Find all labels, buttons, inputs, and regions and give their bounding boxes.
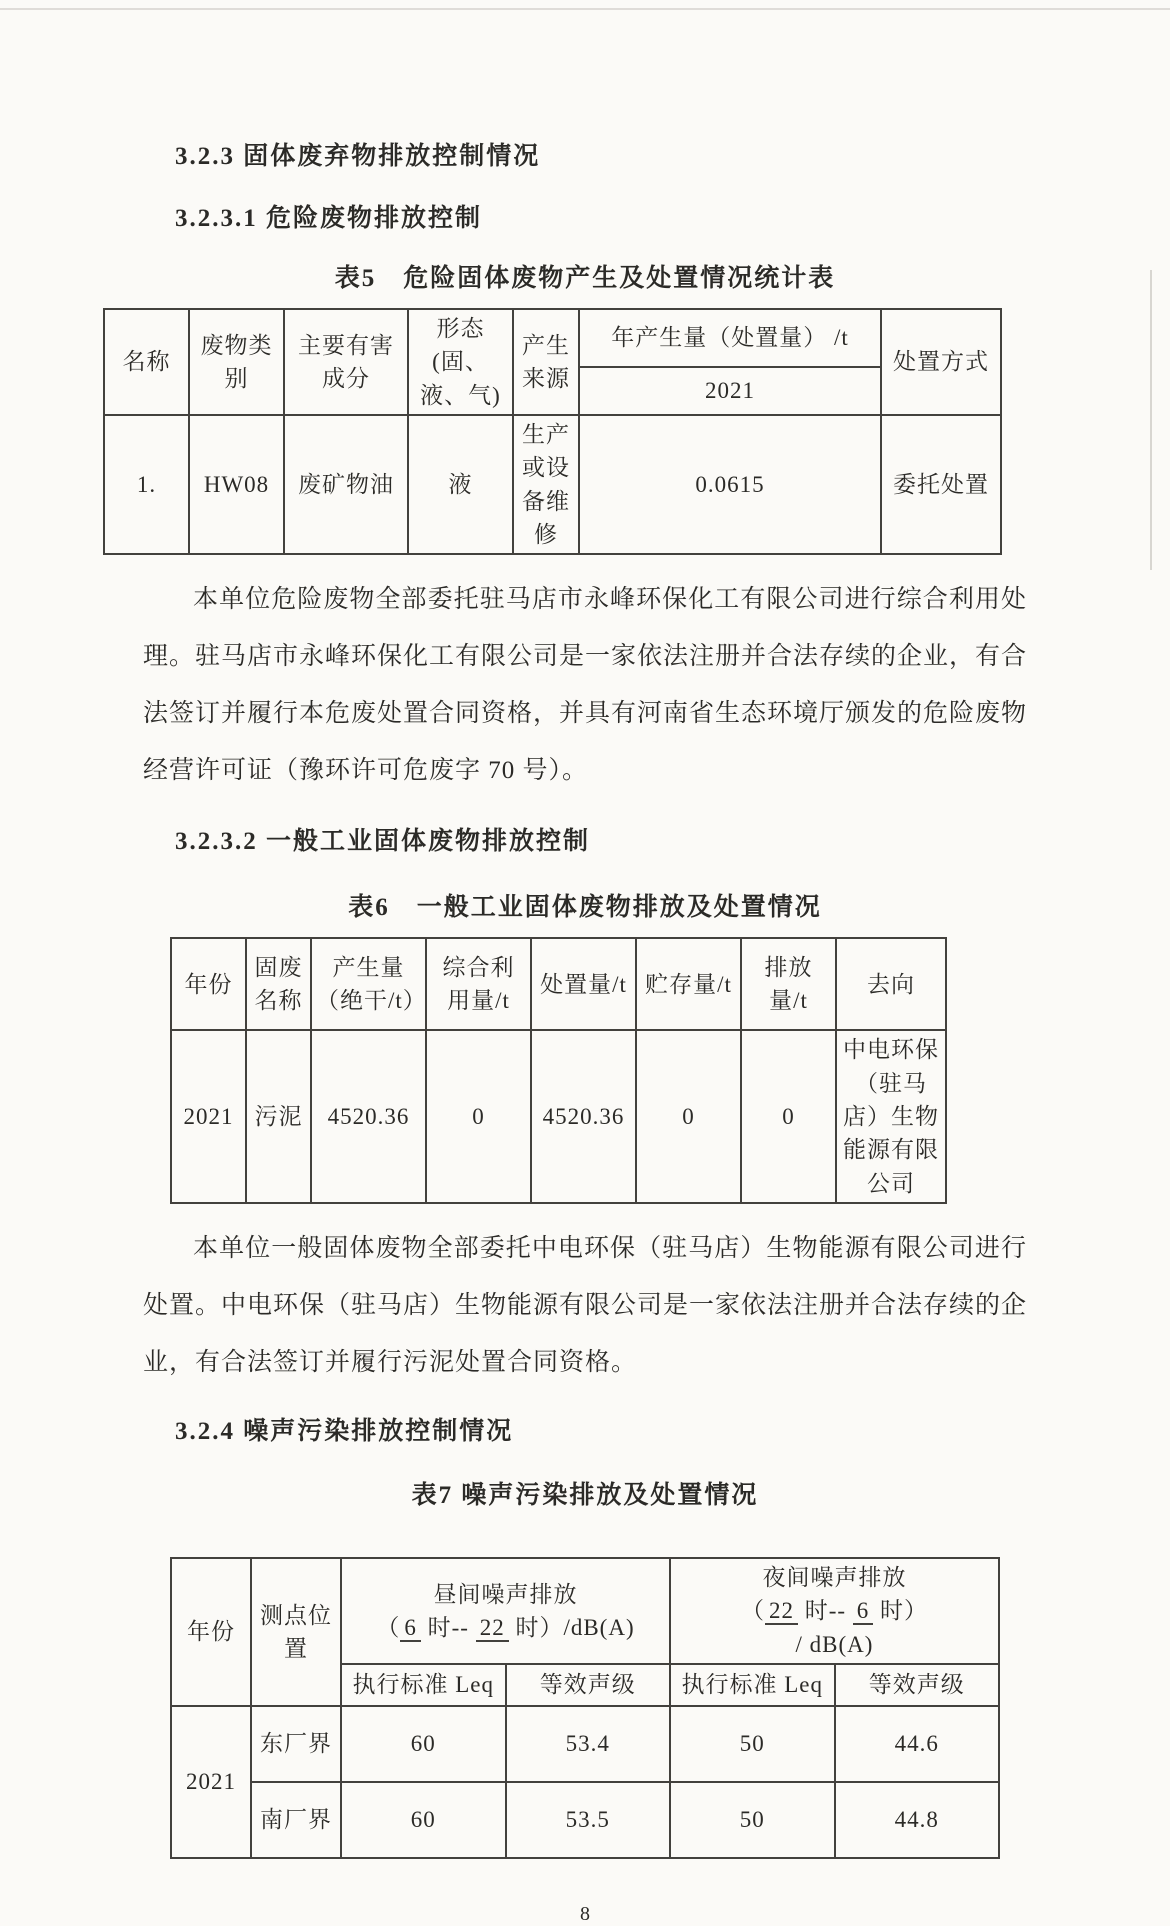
- table6-cell-produced: 4520.36: [311, 1030, 426, 1203]
- night-close: 时）: [873, 1598, 929, 1624]
- table5-header-source: 产生来源: [513, 309, 579, 415]
- table7-cell-night-std: 50: [670, 1706, 835, 1782]
- night-open: （: [740, 1598, 765, 1624]
- day-end-hour: 22: [476, 1615, 509, 1642]
- paragraph-general-waste: 本单位一般固体废物全部委托中电环保（驻马店）生物能源有限公司进行处置。中电环保（驻马店）生物能源有限公司是一家依法注册并合法存续的企业，有合法签订并履行污泥处置合同资格。: [143, 1235, 1028, 1377]
- table6-cell-year: 2021: [171, 1030, 246, 1203]
- table6-general-solid-waste: [170, 937, 947, 1204]
- table7-row-east: [171, 1706, 999, 1782]
- table6-caption: 表6 一般工业固体废物排放及处置情况: [348, 894, 822, 922]
- table7-cell-day-leq: 53.4: [506, 1706, 671, 1782]
- section-heading-3-2-4: 3.2.4 噪声污染排放控制情况: [175, 1418, 514, 1446]
- night-mid: 时--: [797, 1598, 853, 1624]
- table5-row: [104, 415, 1001, 554]
- table5-header-annual-amount: 年产生量（处置量） /t: [579, 309, 881, 367]
- table6-cell-destination: 中电环保（驻马店）生物能源有限公司: [836, 1030, 946, 1203]
- day-close: 时）/dB(A): [508, 1615, 635, 1641]
- night-end-hour: 6: [853, 1598, 874, 1625]
- table5-header-name: 名称: [104, 309, 189, 415]
- table7-cell-location: 南厂界: [251, 1782, 341, 1858]
- table5-cell-form: 液: [408, 415, 513, 554]
- table6-cell-disposed: 4520.36: [531, 1030, 636, 1203]
- table6-header-waste-name: 固废名称: [246, 938, 311, 1030]
- table5-cell-source: 生产或设备维修: [513, 415, 579, 554]
- table6-header-stored: 贮存量/t: [636, 938, 741, 1030]
- table6-row: [171, 1030, 946, 1203]
- table5-cell-amount: 0.0615: [579, 415, 881, 554]
- table5-header-form: 形态(固、液、气): [408, 309, 513, 415]
- table5-header-category: 废物类别: [189, 309, 284, 415]
- section-heading-3-2-3: 3.2.3 固体废弃物排放控制情况: [175, 143, 541, 170]
- table5-header-year: 2021: [579, 367, 881, 415]
- page-number: 8: [580, 1903, 590, 1926]
- table7-header-night: [670, 1558, 999, 1664]
- table7-cell-day-std: 60: [341, 1782, 506, 1858]
- paragraph-hazardous-waste: 本单位危险废物全部委托驻马店市永峰环保化工有限公司进行综合利用处理。驻马店市永峰环保化工有限公司是一家依法注册并合法存续的企业，有合法签订并履行本危废处置合同资格，并具有河南省生态环境厅颁发的危险废物经营许可证（豫环许可危废字 70 号）。: [143, 586, 1028, 785]
- table6-header-year: 年份: [171, 938, 246, 1030]
- table7-header-day: [341, 1558, 670, 1664]
- table5-hazardous-waste: [103, 308, 1002, 555]
- night-noise-unit: / dB(A): [795, 1631, 874, 1657]
- table7-cell-night-leq: 44.8: [835, 1782, 1000, 1858]
- table7-cell-day-leq: 53.5: [506, 1782, 671, 1858]
- table7-header-day-std: 执行标准 Leq: [341, 1664, 506, 1706]
- table6-header-discharged: 排放量/t: [741, 938, 836, 1030]
- table5-header-component: 主要有害成分: [284, 309, 408, 415]
- section-heading-3-2-3-1: 3.2.3.1 危险废物排放控制: [175, 205, 483, 232]
- table5-cell-component: 废矿物油: [284, 415, 408, 554]
- day-noise-range: [376, 1615, 634, 1642]
- day-open: （: [376, 1615, 401, 1641]
- table7-cell-location: 东厂界: [251, 1706, 341, 1782]
- table6-cell-stored: 0: [636, 1030, 741, 1203]
- table6-header-disposed: 处置量/t: [531, 938, 636, 1030]
- day-mid: 时--: [420, 1615, 476, 1641]
- day-noise-title: 昼间噪声排放: [433, 1581, 578, 1607]
- night-noise-range: [741, 1598, 928, 1625]
- table5-cell-method: 委托处置: [881, 415, 1001, 554]
- table6-header-destination: 去向: [836, 938, 946, 1030]
- table7-cell-night-std: 50: [670, 1782, 835, 1858]
- table7-cell-day-std: 60: [341, 1706, 506, 1782]
- day-start-hour: 6: [400, 1615, 421, 1642]
- table7-header-year: 年份: [171, 1558, 251, 1706]
- table5-cell-index: 1.: [104, 415, 189, 554]
- table7-row-south: [171, 1782, 999, 1858]
- table7-cell-night-leq: 44.6: [835, 1706, 1000, 1782]
- table5-caption: 表5 危险固体废物产生及处置情况统计表: [334, 265, 836, 292]
- table7-header-location: 测点位置: [251, 1558, 341, 1706]
- table6-cell-utilized: 0: [426, 1030, 531, 1203]
- night-noise-title: 夜间噪声排放: [762, 1565, 907, 1591]
- table7-header-night-std: 执行标准 Leq: [670, 1664, 835, 1706]
- section-heading-3-2-3-2: 3.2.3.2 一般工业固体废物排放控制: [175, 828, 591, 856]
- table5-header-method: 处置方式: [881, 309, 1001, 415]
- table7-header-night-leq: 等效声级: [835, 1664, 1000, 1706]
- night-start-hour: 22: [765, 1598, 798, 1625]
- table5-cell-category: HW08: [189, 415, 284, 554]
- table7-cell-year: 2021: [171, 1706, 251, 1858]
- table7-noise: [170, 1557, 1000, 1859]
- table7-header-day-leq: 等效声级: [506, 1664, 671, 1706]
- table6-header-utilized: 综合利用量/t: [426, 938, 531, 1030]
- table7-caption: 表7 噪声污染排放及处置情况: [411, 1482, 759, 1510]
- table6-cell-waste-name: 污泥: [246, 1030, 311, 1203]
- table6-cell-discharged: 0: [741, 1030, 836, 1203]
- table6-header-produced: 产生量（绝干/t）: [311, 938, 426, 1030]
